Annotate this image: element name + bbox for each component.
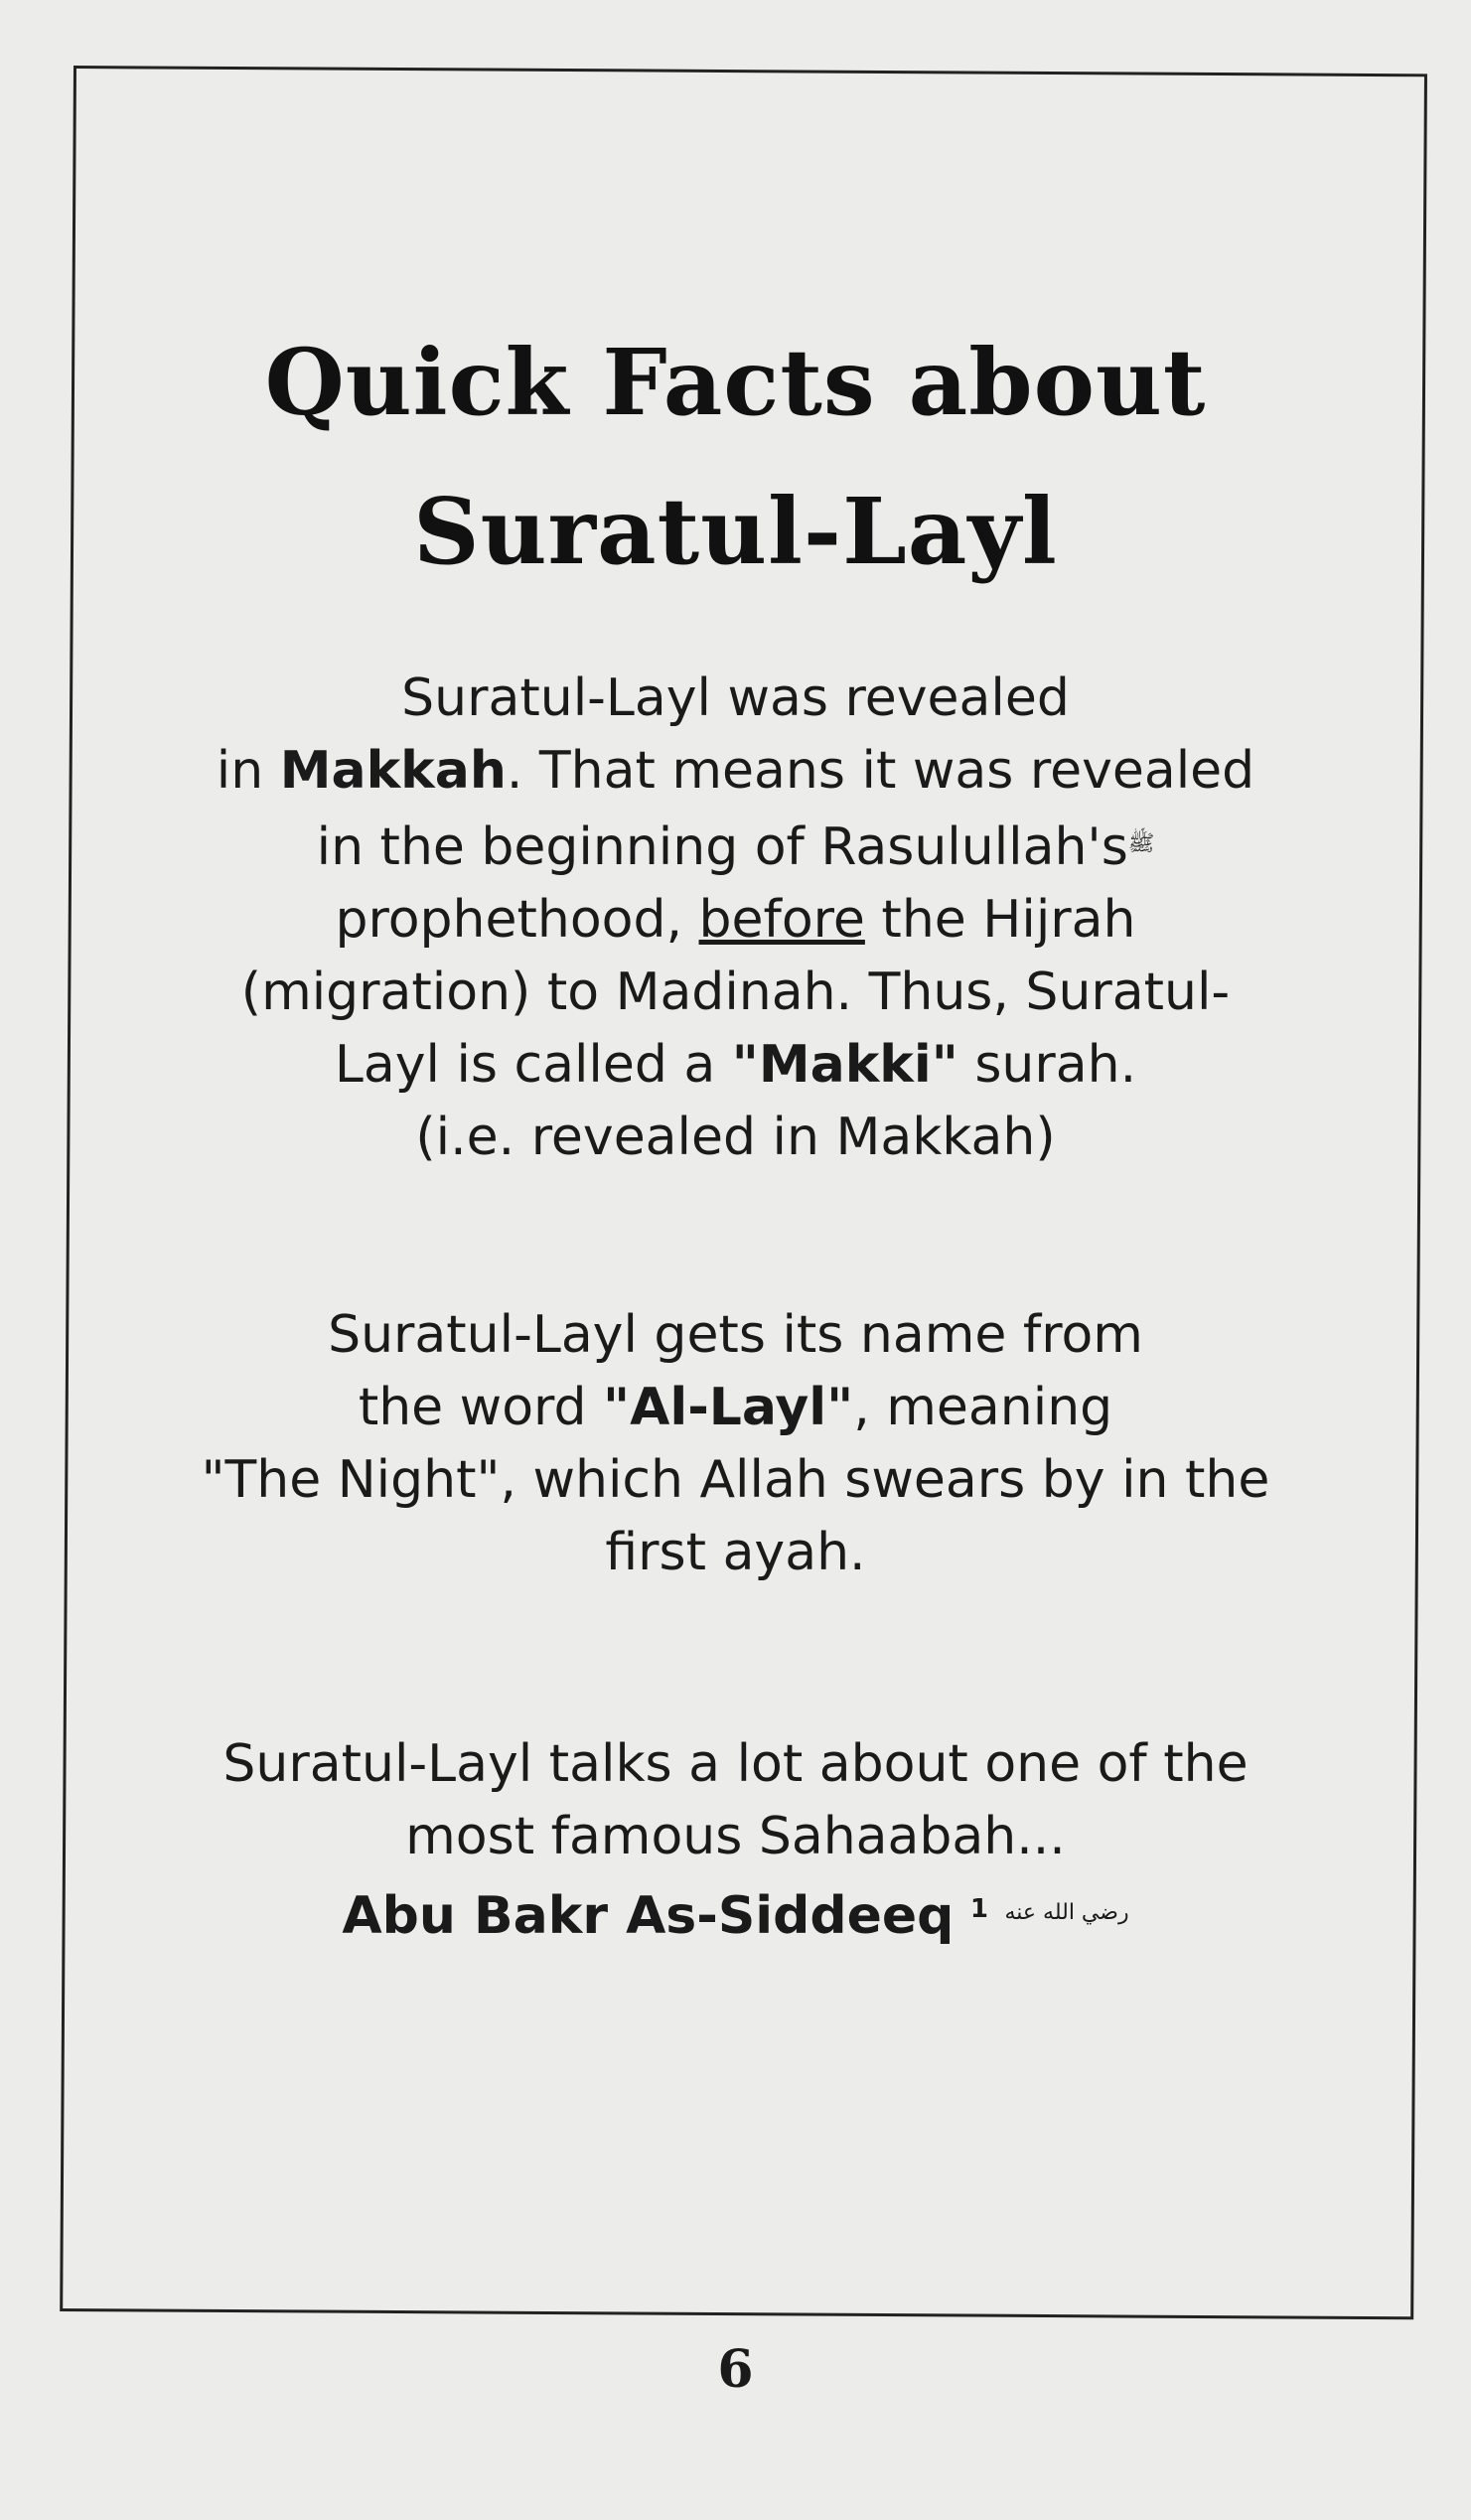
footnote-marker: 1 [969, 1894, 988, 1924]
paragraph-line [0, 808, 1471, 884]
paragraph-line: Suratul-Layl gets its name from [328, 1305, 1143, 1365]
paragraph-line: most famous Sahaabah... [405, 1807, 1066, 1866]
paragraph-line: (migration) to Madinah. Thus, Suratul- [240, 963, 1231, 1022]
text-run: surah. [957, 1035, 1137, 1095]
text-run: the word [358, 1378, 604, 1437]
text-run: in the beginning of Rasulullah's [316, 817, 1128, 877]
text-run: Layl is called a [334, 1035, 732, 1095]
paragraph-line [0, 735, 1471, 808]
honorific-symbol: ﷺ [1127, 831, 1155, 856]
paragraph-line: (i.e. revealed in Makkah) [415, 1108, 1056, 1167]
bold-term-makki: "Makki" [731, 1035, 958, 1095]
title-line-1: Quick Facts about [264, 329, 1207, 436]
paragraph-revelation [0, 663, 1471, 1174]
paragraph-line: Suratul-Layl talks a lot about one of the [222, 1734, 1249, 1794]
paragraph-line: "The Night", which Allah swears by in the [201, 1450, 1270, 1510]
honorific-symbol: رضي الله عنه [1004, 1900, 1129, 1925]
paragraph-sahaabah [0, 1728, 1471, 1953]
paragraph-line [0, 1873, 1471, 1953]
paragraph-line [0, 1029, 1471, 1102]
paragraph-name-origin [0, 1299, 1471, 1589]
text-run: prophethood, [335, 890, 699, 950]
title-line-2: Suratul-Layl [413, 478, 1058, 585]
bold-term-makkah: Makkah [279, 741, 507, 801]
paragraph-line [0, 884, 1471, 957]
text-run: in [216, 741, 280, 801]
paragraph-line: first ayah. [605, 1523, 866, 1582]
text-run: the Hijrah [864, 890, 1136, 950]
text-run: , meaning [853, 1378, 1113, 1437]
paragraph-line [0, 1372, 1471, 1444]
bold-name-abu-bakr: Abu Bakr As-Siddeeq [342, 1886, 955, 1946]
text-run: . That means it was revealed [506, 741, 1255, 801]
paragraph-line: Suratul-Layl was revealed [401, 668, 1070, 728]
page-number: 6 [717, 2339, 754, 2400]
underlined-term-before: before [698, 890, 865, 950]
page-title [0, 308, 1471, 606]
bold-term-al-layl: "Al-Layl" [603, 1378, 854, 1437]
